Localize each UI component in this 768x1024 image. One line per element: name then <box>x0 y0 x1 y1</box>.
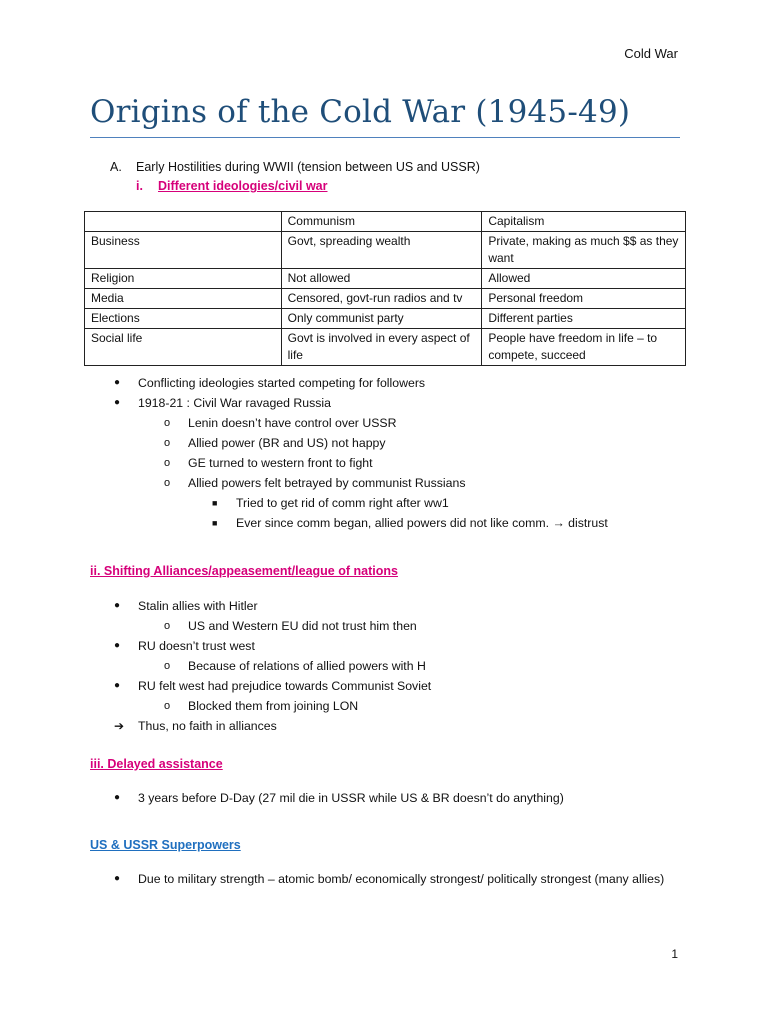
table-cell: Not allowed <box>281 269 482 289</box>
title-underline-rule <box>90 137 680 138</box>
list-item: ● Conflicting ideologies started competing for followers <box>90 373 608 393</box>
table-cell: Business <box>85 232 282 269</box>
table-row <box>85 269 686 289</box>
subsection-i-heading <box>136 179 328 193</box>
table-row <box>85 309 686 329</box>
page-number: 1 <box>671 947 678 961</box>
table-cell: Personal freedom <box>482 289 686 309</box>
circle-marker: o <box>164 477 171 489</box>
table-cell: Private, making as much $$ as they want <box>482 232 686 269</box>
table-row <box>85 232 686 269</box>
superpowers-heading: US & USSR Superpowers <box>90 838 241 852</box>
circle-marker: o <box>164 417 171 429</box>
circle-marker: o <box>164 620 171 632</box>
list-item: o Allied power (BR and US) not happy <box>90 433 608 453</box>
subsection-i-label: i. <box>136 179 143 193</box>
table-cell: Social life <box>85 329 282 366</box>
table-header-cell: Capitalism <box>482 212 686 232</box>
section-a-label: A. <box>110 160 122 174</box>
assistance-bullet-list <box>90 788 564 808</box>
bullet-marker: ● <box>114 792 121 803</box>
table-cell: Only communist party <box>281 309 482 329</box>
ideologies-bullet-list <box>90 373 608 533</box>
circle-marker: o <box>164 457 171 469</box>
list-item: o Allied powers felt betrayed by communist Russians <box>90 473 608 493</box>
list-item: ➔ Thus, no faith in alliances <box>90 716 431 736</box>
table-cell: Govt, spreading wealth <box>281 232 482 269</box>
square-marker: ■ <box>212 518 218 528</box>
table-cell: Govt is involved in every aspect of life <box>281 329 482 366</box>
table-header-cell <box>85 212 282 232</box>
subsection-i-text: Different ideologies/civil war <box>158 179 328 193</box>
ideology-comparison-table <box>84 211 686 366</box>
circle-marker: o <box>164 437 171 449</box>
bullet-marker: ● <box>114 873 121 884</box>
bullet-marker: ● <box>114 600 121 611</box>
bullet-marker: ● <box>114 680 121 691</box>
list-item: ● RU doesn’t trust west <box>90 636 431 656</box>
table-cell: Religion <box>85 269 282 289</box>
bullet-marker: ● <box>114 377 121 388</box>
list-item: o US and Western EU did not trust him then <box>90 616 431 636</box>
page-title: Origins of the Cold War (1945-49) <box>90 94 631 130</box>
section-a-text: Early Hostilities during WWII (tension between US and USSR) <box>136 160 480 174</box>
list-item: o Because of relations of allied powers with H <box>90 656 431 676</box>
bullet-marker: ● <box>114 397 121 408</box>
list-item: ● RU felt west had prejudice towards Communist Soviet <box>90 676 431 696</box>
table-cell: Different parties <box>482 309 686 329</box>
table-row <box>85 289 686 309</box>
circle-marker: o <box>164 700 171 712</box>
list-item: ● 1918-21 : Civil War ravaged Russia <box>90 393 608 413</box>
list-item: ■ Tried to get rid of comm right after ww1 <box>90 493 608 513</box>
list-item: ● Due to military strength – atomic bomb/ economically strongest/ politically strongest (many allies) <box>90 869 664 889</box>
table-cell: Allowed <box>482 269 686 289</box>
running-header: Cold War <box>624 46 678 61</box>
table-header-row <box>85 212 686 232</box>
table-cell: People have freedom in life – to compete, succeed <box>482 329 686 366</box>
table-row <box>85 329 686 366</box>
circle-marker: o <box>164 660 171 672</box>
table-cell: Elections <box>85 309 282 329</box>
alliances-bullet-list <box>90 596 431 736</box>
section-iii-heading: iii. Delayed assistance <box>90 757 223 771</box>
section-ii-heading: ii. Shifting Alliances/appeasement/league of nations <box>90 564 398 578</box>
superpowers-bullet-list <box>90 869 664 889</box>
bullet-marker: ● <box>114 640 121 651</box>
list-item: ■ Ever since comm began, allied powers did not like comm. → distrust <box>90 513 608 533</box>
arrow-icon: ➔ <box>114 719 125 733</box>
table-cell: Media <box>85 289 282 309</box>
table-header-cell: Communism <box>281 212 482 232</box>
list-item: o GE turned to western front to fight <box>90 453 608 473</box>
list-item: ● 3 years before D-Day (27 mil die in USSR while US & BR doesn’t do anything) <box>90 788 564 808</box>
list-item: o Lenin doesn’t have control over USSR <box>90 413 608 433</box>
list-item: ● Stalin allies with Hitler <box>90 596 431 616</box>
table-cell: Censored, govt-run radios and tv <box>281 289 482 309</box>
square-marker: ■ <box>212 498 218 508</box>
list-item: o Blocked them from joining LON <box>90 696 431 716</box>
section-a-heading <box>110 160 480 174</box>
